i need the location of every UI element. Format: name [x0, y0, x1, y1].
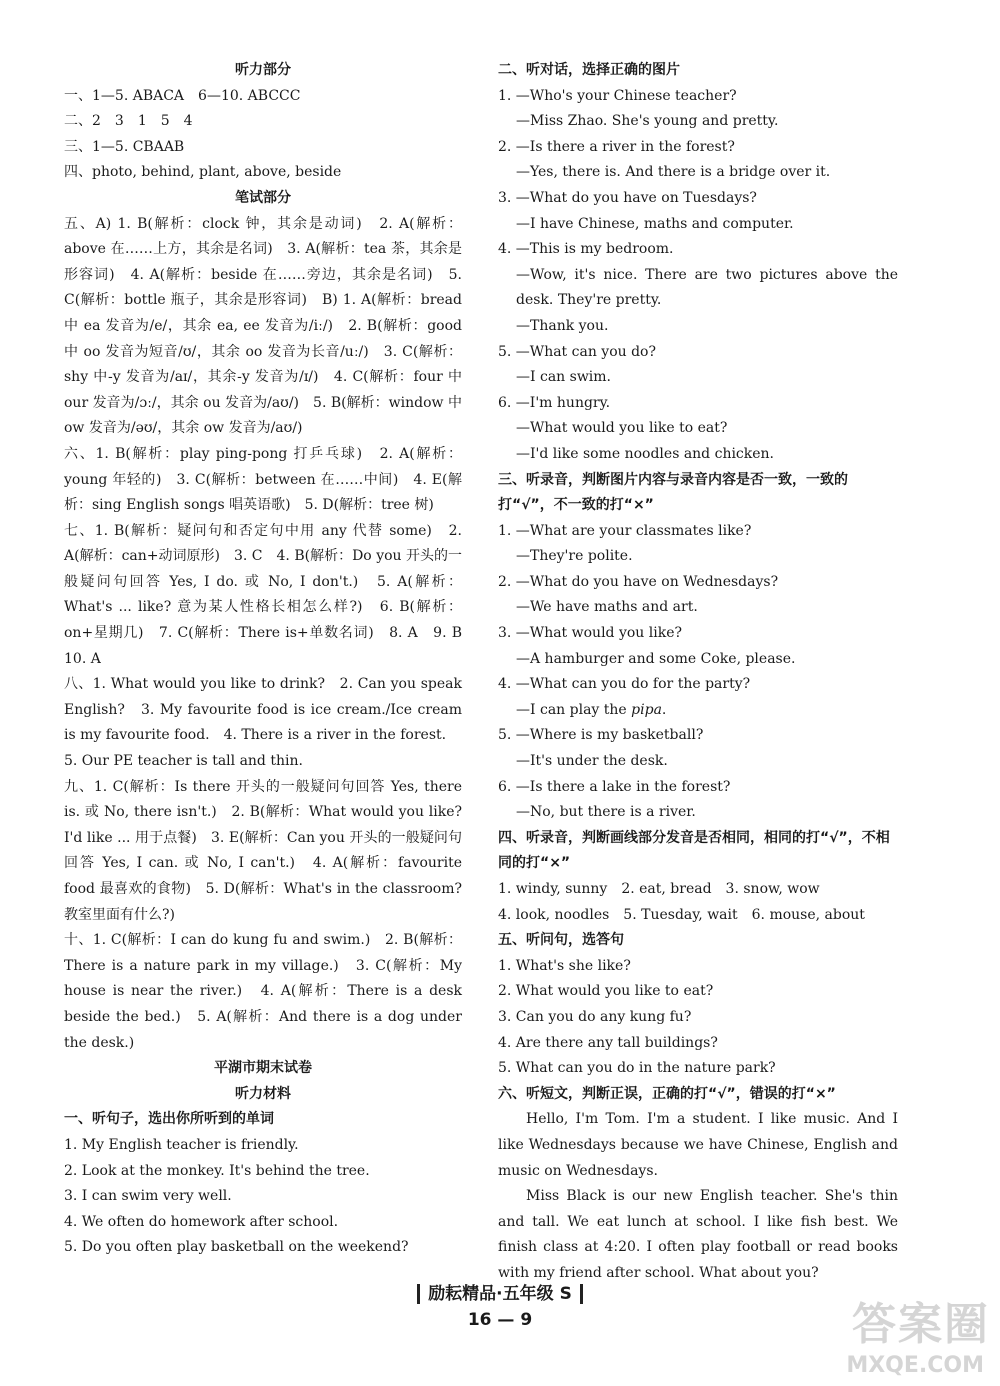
answer-part-5: 五、A) 1. B(解析：clock 钟，其余是动词) 2. A(解析：above 在……上方，其余是名词) 3. A(解析：tea 茶，其余是形容词) 4. A(解析：beside 在……旁边，其余是名词) 5. C(解析：bottle 瓶子，其余是形容词) B) 1. A(解析：bread 中 ea 发音为/e/，其余 ea, ee 发音为/iː/) 2. B(解析：good 中 oo 发音为短音/ʊ/，其余 oo 发音为长音/uː/) 3. C(解析：shy 中-y 发音为/aɪ/，其余-y 发音为/ɪ/) 4. C(解析：four 中 our 发音为/ɔː/，其余 ou 发音为/aʊ/) 5. B(解析：window 中 ow 发音为/əʊ/，其余 ow 发音为/aʊ/)	[64, 215, 462, 437]
listening-part-1-item: 5. Do you often play basketball on the weekend?	[64, 1239, 409, 1256]
dialogue-line: 1. —What are your classmates like?	[498, 522, 752, 539]
dialogue-line: 2. —Is there a river in the forest?	[498, 138, 735, 155]
answer-part-9: 九、1. C(解析：Is there 开头的一般疑问句回答 Yes, there is. 或 No, there isn't.) 2. B(解析：What would you like? I'd like ... 用于点餐) 3. E(解析：Can you 开头的一般疑问句回答 Yes, I can. 或 No, I can't.) 4. A(解析：favourite food 最喜欢的食物) 5. D(解析：What's in the classroom? 教室里面有什么?)	[64, 778, 462, 923]
dialogue-line: —I can swim.	[516, 369, 612, 386]
listening-part-1-item: 1. My English teacher is friendly.	[64, 1136, 299, 1153]
answer-part-1: 一、1—5. ABACA 6—10. ABCCC	[64, 87, 301, 104]
left-column	[64, 58, 476, 1261]
answer-part-10: 十、1. C(解析：I can do kung fu and swim.) 2. B(解析：There is a nature park in my village.) 3. C(解析：My house is near the river.) 4. A(解析：There is a desk beside the bed.) 5. A(解析：And there is a dog under the desk.)	[64, 932, 462, 1051]
dialogue-line: —We have maths and art.	[516, 599, 698, 616]
answer-part-7: 七、1. B(解析：疑问句和否定句中用 any 代替 some) 2. A(解析：can+动词原形) 3. C 4. B(解析：Do you 开头的一般疑问句回答 Yes, I do. 或 No, I don't.) 5. A(解析：What's ... like? 意为某人性格长相怎么样?) 6. B(解析：on+星期几) 7. C(解析：There is+单数名词) 8. A 9. B 10. A	[64, 522, 476, 667]
watermark	[830, 1288, 990, 1378]
question-line: 2. What would you like to eat?	[498, 983, 714, 1000]
answer-part-8: 八、1. What would you like to drink? 2. Can you speak English? 3. My favourite food is ice cream./Ice cream is my favourite food. 4. There is a river in the forest.	[64, 676, 462, 744]
pipa-word: pipa	[631, 701, 662, 718]
exam-title: 平湖市期末试卷	[214, 1060, 312, 1077]
word-pair-line: 1. windy, sunny 2. eat, bread 3. snow, wow	[498, 881, 820, 897]
dialogue-line: —Wow, it's nice. There are two pictures above the desk. They're pretty.	[516, 266, 898, 309]
dialogue-line: —Miss Zhao. She's young and pretty.	[516, 113, 779, 130]
answer-part-3: 三、1—5. CBAAB	[64, 138, 185, 155]
listening-part-1-item: 4. We often do homework after school.	[64, 1213, 339, 1230]
listening-part-1-item: 3. I can swim very well.	[64, 1188, 232, 1205]
dialogue-line: 5. —Where is my basketball?	[498, 727, 704, 744]
answer-part-4: 四、photo, behind, plant, above, beside	[64, 164, 342, 181]
listening-part-1-item: 2. Look at the monkey. It's behind the tree.	[64, 1162, 370, 1179]
answer-part-2: 二、2 3 1 5 4	[64, 113, 193, 130]
question-line: 4. Are there any tall buildings?	[498, 1034, 718, 1051]
watermark-url: MXQE.COM	[846, 1353, 984, 1378]
listening-material-title: 听力材料	[235, 1085, 291, 1102]
listening-part-2-heading: 二、听对话，选择正确的图片	[498, 62, 680, 78]
question-line: 5. What can you do in the nature park?	[498, 1060, 776, 1077]
dialogue-line: —I'd like some noodles and chicken.	[516, 445, 775, 462]
passage-paragraph-1: Hello, I'm Tom. I'm a student. I like music. And I like Wednesdays because we have Chinese, English and music on Wednesdays.	[498, 1111, 898, 1179]
written-section-title: 笔试部分	[235, 189, 291, 206]
word-pair-line: 4. look, noodles 5. Tuesday, wait 6. mouse, about	[498, 906, 865, 923]
dialogue-line: 5. —What can you do?	[498, 343, 656, 360]
question-line: 3. Can you do any kung fu?	[498, 1008, 692, 1025]
dialogue-line: —Thank you.	[516, 317, 609, 334]
watermark-logo-text: 答案圈	[852, 1299, 990, 1350]
right-column	[498, 58, 898, 1287]
listening-section-title: 听力部分	[235, 62, 291, 78]
dialogue-line-pipa: —I can play the pipa.	[516, 701, 667, 718]
answer-part-6: 六、1. B(解析：play ping-pong 打乒乓球) 2. A(解析：young 年轻的) 3. C(解析：between 在……中间) 4. E(解析：sing English songs 唱英语歌) 5. D(解析：tree 树)	[64, 445, 462, 514]
dialogue-line: —What would you like to eat?	[516, 420, 728, 437]
passage-paragraph-2: Miss Black is our new English teacher. She's thin and tall. We eat lunch at school. I like fish best. We finish class at 4:20. I often play football or read books with my friend after school. What about you?	[498, 1188, 898, 1281]
footer-brand: 励耘精品·五年级 S	[417, 1284, 583, 1304]
dialogue-line: —They're polite.	[516, 548, 633, 565]
dialogue-line: 3. —What would you like?	[498, 625, 682, 642]
dialogue-line: —I have Chinese, maths and computer.	[516, 215, 794, 232]
listening-part-5-heading: 五、听问句，选答句	[498, 932, 624, 949]
dialogue-line: 2. —What do you have on Wednesdays?	[498, 573, 779, 590]
page-number: 16 — 9	[467, 1310, 533, 1330]
dialogue-line: —A hamburger and some Coke, please.	[516, 650, 796, 667]
listening-part-3-heading: 三、听录音，判断图片内容与录音内容是否一致，一致的打“√”，不一致的打“×”	[498, 471, 848, 514]
dialogue-line: 6. —Is there a lake in the forest?	[498, 778, 731, 795]
listening-part-1-heading: 一、听句子，选出你所听到的单词	[64, 1111, 274, 1128]
dialogue-line: 3. —What do you have on Tuesdays?	[498, 189, 757, 206]
dialogue-line: 4. —What can you do for the party?	[498, 676, 751, 693]
dialogue-line: 6. —I'm hungry.	[498, 394, 611, 411]
listening-part-4-heading: 四、听录音，判断画线部分发音是否相同，相同的打“√”，不相同的打“×”	[498, 829, 890, 872]
question-line: 1. What's she like?	[498, 957, 631, 974]
answer-part-8-item-5: 5. Our PE teacher is tall and thin.	[64, 753, 303, 770]
dialogue-line: —It's under the desk.	[516, 753, 668, 770]
dialogue-line-text: —I can play the	[516, 701, 627, 718]
dialogue-line: —No, but there is a river.	[516, 804, 696, 821]
dialogue-line: —Yes, there is. And there is a bridge over it.	[516, 164, 831, 181]
dialogue-line: 4. —This is my bedroom.	[498, 241, 674, 258]
dialogue-line: 1. —Who's your Chinese teacher?	[498, 87, 737, 104]
listening-part-6-heading: 六、听短文，判断正误，正确的打“√”，错误的打“×”	[498, 1085, 836, 1102]
